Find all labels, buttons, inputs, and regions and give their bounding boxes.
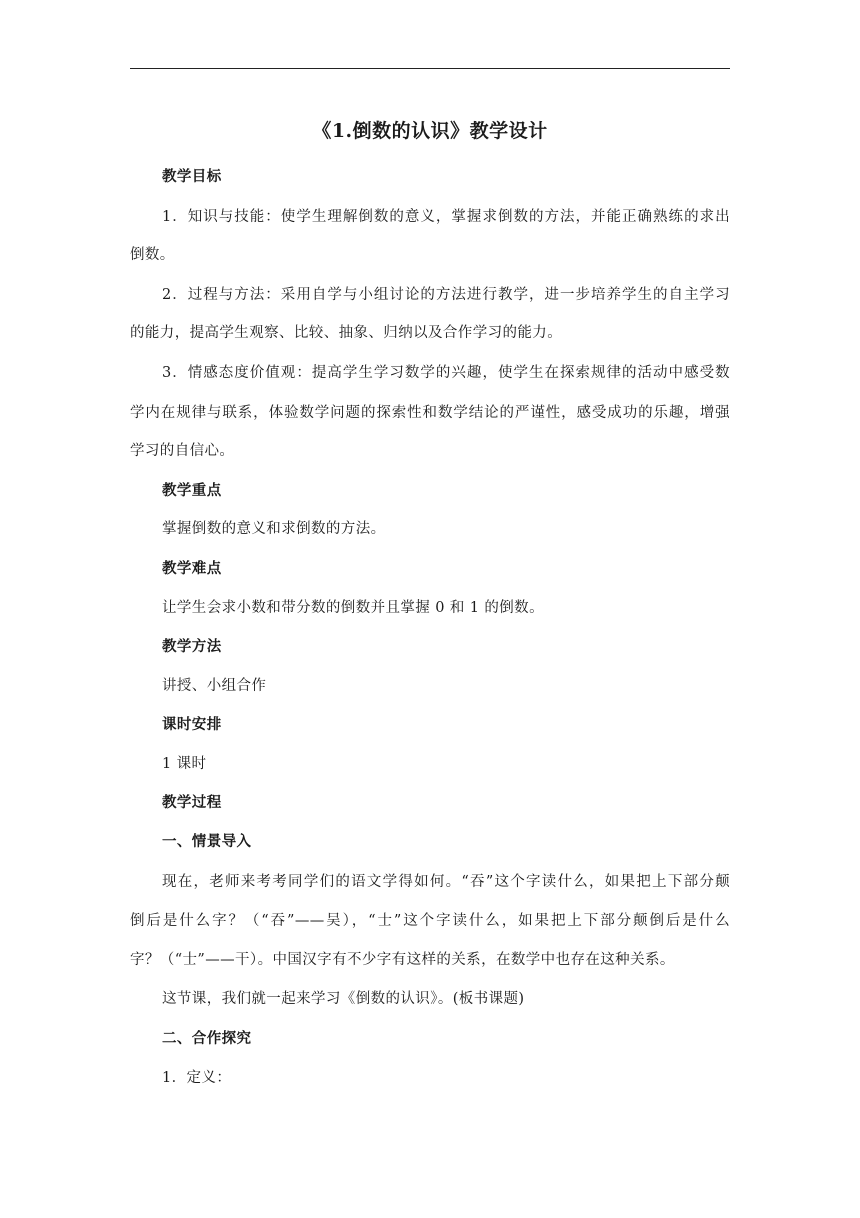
part-1-line-4: 这节课，我们就一起来学习《倒数的认识》。(板书课题)	[162, 991, 525, 1007]
goal-1-line-1: 1．知识与技能：使学生理解倒数的意义，掌握求倒数的方法，并能正确熟练的求出	[162, 209, 730, 225]
header-rule	[130, 68, 730, 69]
goal-1-line-2: 倒数。	[130, 247, 175, 263]
part-1-line-3: 字？（“士”——干）。中国汉字有不少字有这样的关系，在数学中也存在这种关系。	[130, 952, 675, 968]
definition-item: 1．定义：	[162, 1070, 232, 1086]
key-points-heading: 教学重点	[162, 482, 222, 499]
goal-3-line-3: 学习的自信心。	[130, 443, 235, 459]
key-points-text: 掌握倒数的意义和求倒数的方法。	[162, 521, 386, 537]
method-text: 讲授、小组合作	[162, 678, 267, 694]
goals-heading: 教学目标	[162, 168, 222, 185]
part-1-line-2: 倒后是什么字？（“吞”——吴），“士”这个字读什么，如果把上下部分颠倒后是什么	[130, 913, 730, 929]
part-1-heading: 一、情景导入	[162, 833, 252, 850]
goal-2-line-2: 的能力，提高学生观察、比较、抽象、归纳以及合作学习的能力。	[130, 325, 563, 341]
part-2-heading: 二、合作探究	[162, 1030, 252, 1047]
schedule-text: 1 课时	[162, 756, 207, 772]
goal-3-line-2: 学内在规律与联系，体验数学问题的探索性和数学结论的严谨性，感受成功的乐趣，增强	[130, 405, 730, 421]
part-1-line-1: 现在，老师来考考同学们的语文学得如何。“吞”这个字读什么，如果把上下部分颠	[162, 874, 730, 890]
difficulty-heading: 教学难点	[162, 560, 222, 577]
schedule-heading: 课时安排	[162, 716, 222, 733]
document-title: 《1.倒数的认识》教学设计	[312, 120, 548, 142]
goal-3-line-1: 3．情感态度价值观：提高学生学习数学的兴趣，使学生在探索规律的活动中感受数	[162, 365, 730, 381]
process-heading: 教学过程	[162, 794, 222, 811]
method-heading: 教学方法	[162, 638, 222, 655]
difficulty-text: 让学生会求小数和带分数的倒数并且掌握 0 和 1 的倒数。	[162, 600, 544, 616]
goal-2-line-1: 2．过程与方法：采用自学与小组讨论的方法进行教学，进一步培养学生的自主学习	[162, 287, 730, 303]
